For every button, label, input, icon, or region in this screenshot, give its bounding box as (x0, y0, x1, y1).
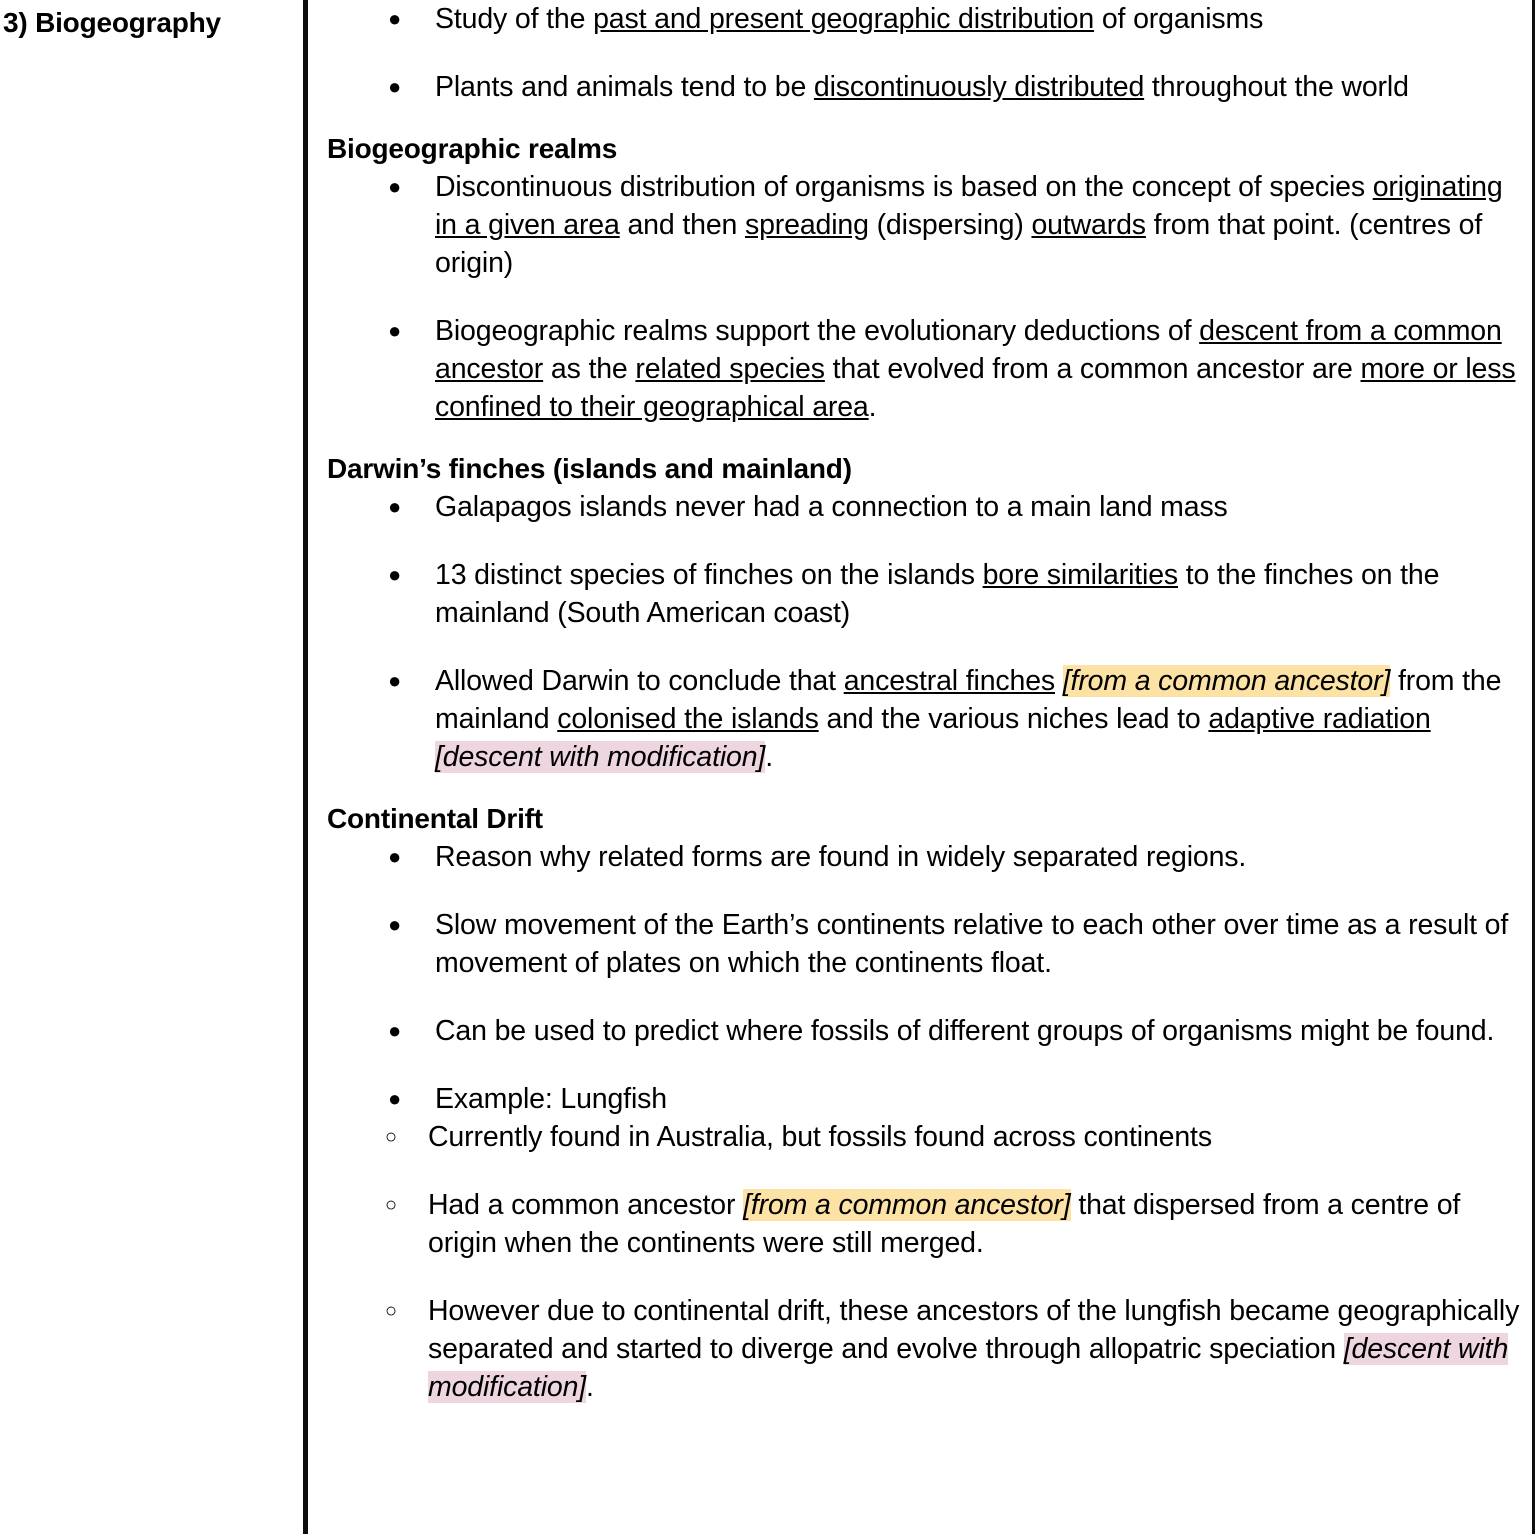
bullet-icon: ● (388, 494, 402, 519)
bullet-text (435, 559, 1439, 629)
bullet-item (320, 556, 1528, 632)
underlined-run: discontinuously distributed (813, 71, 1145, 103)
table-cell-topic-label (0, 0, 303, 1534)
section-bullet-list (320, 838, 1528, 1406)
sub-bullet-icon: ○ (385, 1300, 397, 1322)
table-cell-notes-content (308, 0, 1535, 1534)
bullet-text (435, 841, 1246, 873)
bullet-text (428, 1189, 1460, 1259)
bullet-item (320, 68, 1528, 106)
bullet-text (428, 1121, 1212, 1153)
text-run: . (765, 741, 773, 773)
bullet-icon: ● (388, 318, 402, 343)
bullet-text (435, 491, 1228, 523)
bullet-text (435, 171, 1503, 279)
sub-bullet-icon: ○ (385, 1194, 397, 1216)
text-run: Example: Lungfish (435, 1083, 667, 1115)
bullet-icon: ● (388, 74, 402, 99)
text-run: However due to continental drift, these ancestors of the lungfish became geographically separated and started to diverge and evolve through allopatric speciation (428, 1295, 1520, 1365)
bullet-text (435, 665, 1501, 773)
text-run: Reason why related forms are found in widely separated regions. (435, 841, 1247, 873)
text-run: throughout the world (1144, 71, 1409, 103)
highlight-yellow-annotation: [from a common ancestor] (1062, 665, 1391, 697)
bullet-spacer (320, 982, 1528, 1012)
bullet-text (435, 3, 1263, 35)
bullet-spacer (320, 526, 1528, 556)
text-run (1055, 665, 1063, 697)
section-spacer (320, 776, 1528, 800)
section-spacer (320, 426, 1528, 450)
text-run: Biogeographic realms support the evolutionary deductions of (435, 315, 1200, 347)
text-run: Galapagos islands never had a connection to a main land mass (435, 491, 1228, 523)
text-run: that dispersed from a centre of origin when the continents were still merged. (428, 1189, 1461, 1259)
text-run: Can be used to predict where fossils of different groups of organisms might be found. (435, 1015, 1495, 1047)
bullet-item (320, 906, 1528, 982)
sub-bullet-list (320, 1118, 1528, 1406)
page-title: 3) Biogeography (3, 7, 221, 38)
bullet-icon: ● (388, 562, 402, 587)
bullet-spacer (320, 1262, 1528, 1292)
text-run: and then (619, 209, 745, 241)
bullet-item (320, 662, 1528, 776)
text-run: Slow movement of the Earth’s continents relative to each other over time as a result of movement of plates on which the continents float. (435, 909, 1509, 979)
highlight-pink-annotation: [descent with modification] (435, 741, 766, 773)
bullet-item (320, 488, 1528, 526)
bullet-spacer (320, 1050, 1528, 1080)
bullet-item (320, 0, 1528, 38)
bullet-item (320, 312, 1528, 426)
notes-content-root (320, 0, 1528, 1406)
bullet-icon: ● (388, 1086, 402, 1111)
bullet-item (320, 168, 1528, 282)
bullet-text (428, 1295, 1519, 1403)
text-run: that evolved from a common ancestor are (824, 353, 1361, 385)
bullet-icon: ● (388, 844, 402, 869)
bullet-icon: ● (388, 668, 402, 693)
underlined-run: bore similarities (982, 559, 1179, 591)
text-run: of organisms (1094, 3, 1264, 35)
text-run: (dispersing) (868, 209, 1032, 241)
underlined-run: adaptive radiation (1208, 703, 1431, 735)
text-run: . (586, 1371, 594, 1403)
underlined-run: spreading (745, 209, 869, 241)
bullet-item (320, 838, 1528, 876)
section-bullet-list (320, 168, 1528, 426)
text-run: Had a common ancestor (428, 1189, 744, 1221)
bullet-icon: ● (388, 912, 402, 937)
section-heading: Darwin’s finches (islands and mainland) (327, 453, 852, 484)
text-run: from that point. (centres of origin) (435, 209, 1483, 279)
bullet-icon: ● (388, 174, 402, 199)
underlined-run: related species (635, 353, 825, 385)
text-run: Study of the (435, 3, 594, 35)
bullet-text (435, 315, 1515, 423)
underlined-run: colonised the islands (557, 703, 819, 735)
section-heading: Continental Drift (327, 803, 543, 834)
section-bullet-list (320, 488, 1528, 776)
text-run: from the mainland (435, 665, 1502, 735)
bullet-item (320, 1012, 1528, 1050)
text-run: Plants and animals tend to be (435, 71, 814, 103)
bullet-spacer (320, 282, 1528, 312)
bullet-icon: ● (388, 1018, 402, 1043)
intro-bullet-list (320, 0, 1528, 106)
section-heading: Biogeographic realms (327, 133, 618, 164)
text-run: Currently found in Australia, but fossils found across continents (428, 1121, 1212, 1153)
sub-bullet-icon: ○ (385, 1126, 397, 1148)
sub-bullet-item (320, 1292, 1528, 1406)
highlight-pink-annotation: [descent with modification] (428, 1333, 1509, 1403)
bullet-icon: ● (388, 6, 402, 31)
bullet-spacer (320, 38, 1528, 68)
underlined-run: outwards (1031, 209, 1146, 241)
text-run: Allowed Darwin to conclude that (435, 665, 844, 697)
text-run: 13 distinct species of finches on the islands (435, 559, 983, 591)
bullet-text (435, 71, 1409, 103)
underlined-run: originating in a given area (435, 171, 1503, 241)
bullet-text (435, 1015, 1494, 1047)
bullet-spacer (320, 876, 1528, 906)
underlined-run: more or less confined to their geographical area (435, 353, 1516, 423)
section-spacer (320, 106, 1528, 130)
underlined-run: ancestral finches (843, 665, 1055, 697)
sub-bullet-item (320, 1186, 1528, 1262)
sub-bullet-wrapper (320, 1118, 1528, 1406)
underlined-run: descent from a common ancestor (435, 315, 1502, 385)
bullet-spacer (320, 632, 1528, 662)
bullet-text (435, 1083, 667, 1115)
underlined-run: past and present geographic distribution (593, 3, 1095, 35)
text-run: to the finches on the mainland (South American coast) (435, 559, 1440, 629)
text-run: Discontinuous distribution of organisms is based on the concept of species (435, 171, 1373, 203)
text-run: as the (543, 353, 636, 385)
highlight-yellow-annotation: [from a common ancestor] (743, 1189, 1071, 1221)
bullet-text (435, 909, 1508, 979)
text-run: and the various niches lead to (818, 703, 1209, 735)
bullet-item (320, 1080, 1528, 1118)
bullet-spacer (320, 1156, 1528, 1186)
text-run: . (868, 391, 877, 423)
sub-bullet-item (320, 1118, 1528, 1156)
